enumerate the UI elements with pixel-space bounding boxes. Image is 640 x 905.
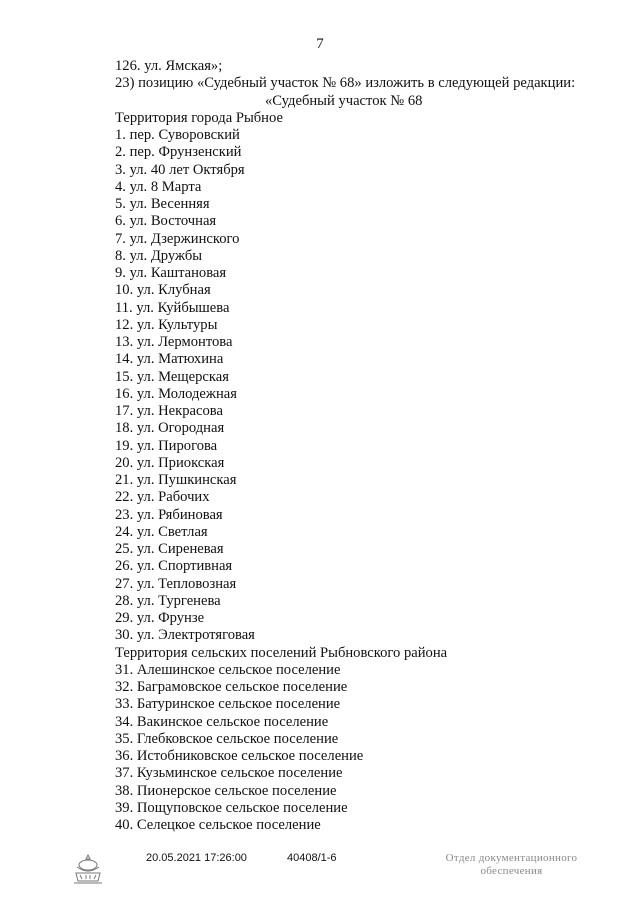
document-line: 34. Вакинское сельское поселение — [115, 713, 329, 730]
document-line: 12. ул. Культуры — [115, 316, 218, 333]
document-line: 16. ул. Молодежная — [115, 385, 237, 402]
document-line: 23) позицию «Судебный участок № 68» изложить в следующей редакции: — [115, 75, 576, 92]
document-line: 27. ул. Тепловозная — [115, 575, 237, 592]
print-datetime: 20.05.2021 17:26:00 — [146, 852, 247, 864]
document-line: 18. ул. Огородная — [115, 420, 225, 437]
document-line: 3. ул. 40 лет Октября — [115, 161, 245, 178]
document-line: 28. ул. Тургенева — [115, 592, 221, 609]
document-line: 8. ул. Дружбы — [115, 247, 203, 264]
page-number: 7 — [316, 36, 324, 52]
document-line: 23. ул. Рябиновая — [115, 506, 223, 523]
document-number: 40408/1-6 — [287, 852, 337, 864]
document-line: 126. ул. Ямская»; — [115, 58, 223, 74]
department-stamp — [434, 852, 589, 878]
document-line: 30. ул. Электротяговая — [115, 627, 255, 644]
document-line: 2. пер. Фрунзенский — [115, 144, 242, 161]
document-line: 13. ул. Лермонтова — [115, 334, 233, 350]
document-line: 33. Батуринское сельское поселение — [115, 696, 341, 713]
document-line: Территория города Рыбное — [115, 109, 283, 126]
document-line: 32. Баграмовское сельское поселение — [115, 679, 348, 695]
document-line: 1. пер. Суворовский — [115, 127, 240, 143]
document-line: Территория сельских поселений Рыбновского района — [115, 644, 448, 661]
document-line: 31. Алешинское сельское поселение — [115, 661, 341, 678]
department-stamp-line-1: Отдел документационного — [445, 852, 578, 864]
document-line: 17. ул. Некрасова — [115, 403, 223, 419]
document-line: 36. Истобниковское сельское поселение — [115, 748, 364, 764]
document-line: 15. ул. Мещерская — [115, 368, 229, 385]
document-line: 7. ул. Дзержинского — [115, 230, 240, 247]
document-line: 5. ул. Весенняя — [115, 196, 210, 212]
coat-of-arms-icon — [68, 851, 108, 889]
document-line: 10. ул. Клубная — [115, 282, 211, 299]
document-line: 21. ул. Пушкинская — [115, 472, 237, 488]
document-line: 25. ул. Сиреневая — [115, 541, 224, 557]
document-line: 24. ул. Светлая — [115, 523, 208, 540]
document-line: 29. ул. Фрунзе — [115, 610, 205, 626]
document-body — [115, 58, 615, 834]
document-line: 6. ул. Восточная — [115, 213, 217, 230]
document-line: 37. Кузьминское сельское поселение — [115, 765, 343, 782]
document-line: 14. ул. Матюхина — [115, 351, 224, 368]
document-line: 39. Пощуповское сельское поселение — [115, 799, 348, 816]
document-line: 22. ул. Рабочих — [115, 489, 210, 506]
document-line: 20. ул. Приокская — [115, 454, 225, 471]
department-stamp-line-2: обеспечения — [480, 865, 543, 877]
document-line: 11. ул. Куйбышева — [115, 299, 230, 316]
document-line: 9. ул. Каштановая — [115, 265, 227, 281]
document-line: 19. ул. Пирогова — [115, 437, 218, 454]
document-line: «Судебный участок № 68 — [265, 92, 423, 109]
document-line: 4. ул. 8 Марта — [115, 178, 202, 195]
document-line: 26. ул. Спортивная — [115, 558, 233, 575]
document-line: 38. Пионерское сельское поселение — [115, 782, 337, 799]
document-line: 35. Глебковское сельское поселение — [115, 730, 339, 747]
document-line: 40. Селецкое сельское поселение — [115, 817, 321, 833]
document-footer — [0, 849, 640, 899]
